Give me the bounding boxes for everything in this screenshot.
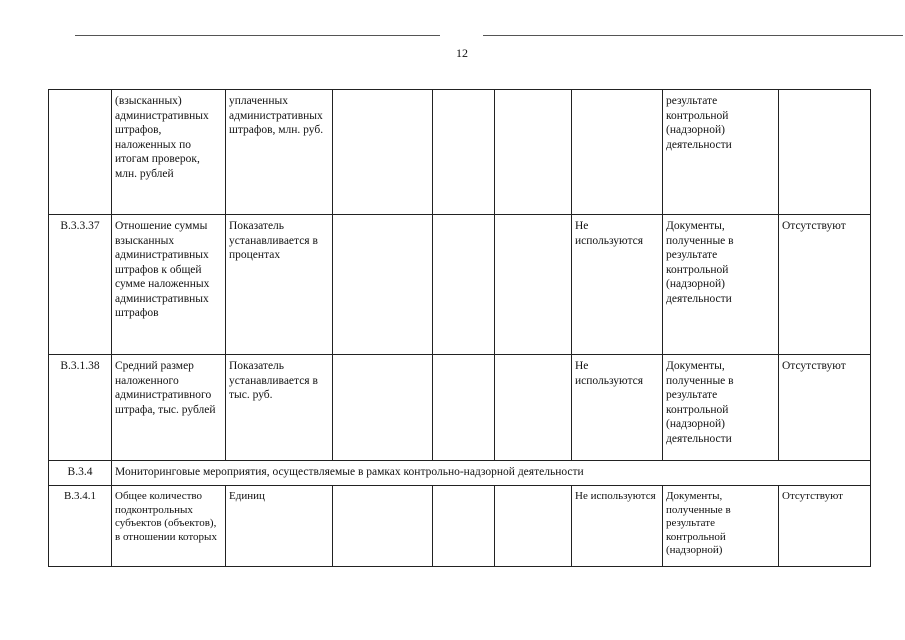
indicator-remark: Отсутствуют xyxy=(779,215,871,355)
indicator-remark: Отсутствуют xyxy=(779,486,871,567)
indicator-name: (взысканных) административных штрафов, наложенных по итогам проверок, млн. рублей xyxy=(112,90,226,215)
indicator-unit: уплаченных административных штрафов, млн. руб. xyxy=(226,90,333,215)
indicator-remark: Отсутствуют xyxy=(779,355,871,461)
indicator-name: Средний размер наложенного административного штрафа, тыс. рублей xyxy=(112,355,226,461)
table-row xyxy=(49,90,871,215)
table-row xyxy=(49,215,871,355)
indicator-name: Общее количество подконтрольных субъектов (объектов), в отношении которых xyxy=(112,486,226,567)
header-rule-left xyxy=(75,35,440,36)
table-row xyxy=(49,355,871,461)
empty-cell xyxy=(433,486,495,567)
indicator-code: В.3.1.38 xyxy=(49,355,112,461)
indicator-remark xyxy=(779,90,871,215)
indicator-methods: Не используются xyxy=(572,355,663,461)
section-title: Мониторинговые мероприятия, осуществляемые в рамках контрольно-надзорной деятельности xyxy=(112,461,871,486)
section-code: В.3.4 xyxy=(49,461,112,486)
page-number: 12 xyxy=(456,46,468,60)
empty-cell xyxy=(433,355,495,461)
indicator-methods: Не используются xyxy=(572,486,663,567)
indicator-methods xyxy=(572,90,663,215)
indicator-unit: Показатель устанавливается в тыс. руб. xyxy=(226,355,333,461)
empty-cell xyxy=(495,215,572,355)
empty-cell xyxy=(333,355,433,461)
indicator-name: Отношение суммы взысканных административных штрафов к общей сумме наложенных административных штрафов xyxy=(112,215,226,355)
indicator-source: Документы, полученные в результате контрольной (надзорной) xyxy=(663,486,779,567)
empty-cell xyxy=(495,90,572,215)
indicator-code: В.3.3.37 xyxy=(49,215,112,355)
empty-cell xyxy=(433,90,495,215)
empty-cell xyxy=(495,486,572,567)
indicator-unit: Единиц xyxy=(226,486,333,567)
empty-cell xyxy=(333,486,433,567)
indicator-methods: Не используются xyxy=(572,215,663,355)
empty-cell xyxy=(433,215,495,355)
indicator-source: результате контрольной (надзорной) деятельности xyxy=(663,90,779,215)
indicator-source: Документы, полученные в результате контрольной (надзорной) деятельности xyxy=(663,215,779,355)
indicator-source: Документы, полученные в результате контрольной (надзорной) деятельности xyxy=(663,355,779,461)
empty-cell xyxy=(333,215,433,355)
empty-cell xyxy=(495,355,572,461)
indicator-code xyxy=(49,90,112,215)
indicator-table xyxy=(48,89,871,567)
table-row xyxy=(49,486,871,567)
indicator-code: В.3.4.1 xyxy=(49,486,112,567)
section-row xyxy=(49,461,871,486)
empty-cell xyxy=(333,90,433,215)
header-rule-right xyxy=(483,35,903,36)
indicator-unit: Показатель устанавливается в процентах xyxy=(226,215,333,355)
